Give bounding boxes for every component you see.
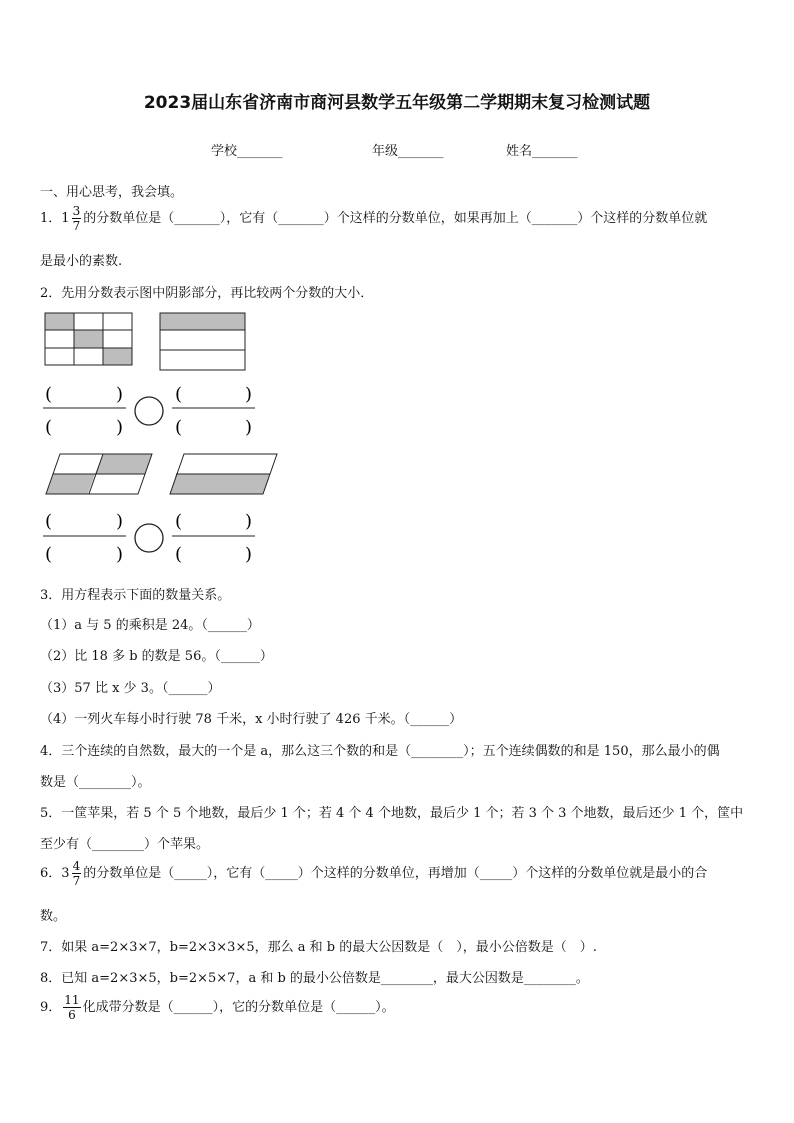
shaded-cell bbox=[74, 330, 103, 348]
shaded-cell bbox=[103, 348, 132, 365]
question-5-cont: 至少有（________）个苹果。 bbox=[40, 837, 210, 852]
parallelogram-figure-right bbox=[170, 454, 277, 494]
question-6 bbox=[40, 860, 707, 887]
paren-close: ) bbox=[245, 384, 253, 405]
answer-fraction-left bbox=[43, 384, 126, 438]
shaded-part bbox=[46, 474, 95, 494]
denominator: 6 bbox=[68, 1008, 76, 1022]
paren-close: ) bbox=[116, 511, 124, 532]
paren-open: ( bbox=[45, 544, 53, 565]
question-1-cont: 是最小的素数. bbox=[40, 254, 123, 269]
question-3-item: （1）a 与 5 的乘积是 24。（______） bbox=[40, 618, 260, 633]
school-field: 学校_______ bbox=[211, 144, 283, 159]
denominator: 7 bbox=[72, 874, 81, 888]
paren-open: ( bbox=[45, 384, 53, 405]
paren-open: ( bbox=[45, 511, 53, 532]
question-text: 的分数单位是（_______），它有（_______）个这样的分数单位，如果再加上（_______）个这样的分数单位就 bbox=[83, 211, 708, 226]
answer-fraction-right bbox=[172, 384, 255, 438]
question-6-cont: 数。 bbox=[40, 909, 67, 924]
rows-figure bbox=[160, 313, 245, 370]
question-text: 的分数单位是（_____），它有（_____）个这样的分数单位，再增加（_____）个这样的分数单位就是最小的合 bbox=[83, 866, 708, 881]
question-text: 化成带分数是（______），它的分数单位是（______）。 bbox=[82, 1000, 395, 1015]
numerator: 4 bbox=[72, 859, 81, 873]
question-4: 4．三个连续的自然数，最大的一个是 a，那么这三个数的和是（________）；五个连续偶数的和是 150，那么最小的偶 bbox=[40, 744, 720, 759]
question-8: 8．已知 a=2×3×5，b=2×5×7，a 和 b 的最小公倍数是________，最大公因数是________。 bbox=[40, 971, 589, 986]
paren-close: ) bbox=[116, 544, 124, 565]
question-5: 5．一筐苹果，若 5 个 5 个地数，最后少 1 个；若 4 个 4 个地数，最后少 1 个；若 3 个 3 个地数，最后还少 1 个，筐中 bbox=[40, 806, 744, 821]
question-3-item: （3）57 比 x 少 3。（______） bbox=[40, 681, 221, 696]
denominator: 7 bbox=[72, 219, 81, 233]
question-9 bbox=[40, 994, 395, 1021]
numerator: 3 bbox=[72, 204, 81, 218]
question-3-item: （4）一列火车每小时行驶 78 千米，x 小时行驶了 426 千米。（______） bbox=[40, 712, 463, 727]
paren-close: ) bbox=[116, 417, 124, 438]
question-3-item: （2）比 18 多 b 的数是 56。（______） bbox=[40, 649, 273, 664]
paren-open: ( bbox=[45, 417, 53, 438]
numerator: 11 bbox=[64, 993, 80, 1007]
paren-close: ) bbox=[245, 511, 253, 532]
shaded-part bbox=[170, 474, 270, 494]
parallelogram-figure-left bbox=[46, 454, 152, 494]
name-field: 姓名_______ bbox=[506, 144, 578, 159]
mixed-whole: 3 bbox=[61, 866, 70, 881]
paren-close: ) bbox=[116, 384, 124, 405]
compare-circle bbox=[135, 524, 163, 552]
question-2: 2．先用分数表示图中阴影部分，再比较两个分数的大小． bbox=[40, 286, 374, 301]
compare-circle bbox=[135, 397, 163, 425]
question-number: 9． bbox=[40, 1000, 62, 1015]
question-3: 3．用方程表示下面的数量关系。 bbox=[40, 588, 231, 603]
paren-open: ( bbox=[175, 417, 183, 438]
question-4-cont: 数是（________）。 bbox=[40, 775, 151, 790]
grid-figure bbox=[45, 313, 132, 365]
grade-field: 年级_______ bbox=[372, 144, 444, 159]
paren-close: ) bbox=[245, 417, 253, 438]
question-number: 6． bbox=[40, 866, 62, 881]
shaded-part bbox=[95, 454, 152, 474]
paren-close: ) bbox=[245, 544, 253, 565]
paren-open: ( bbox=[175, 511, 183, 532]
question-7: 7．如果 a=2×3×7，b=2×3×3×5，那么 a 和 b 的最大公因数是（ ），最小公倍数是（ ）. bbox=[40, 940, 597, 955]
page-title: 2023届山东省济南市商河县数学五年级第二学期期末复习检测试题 bbox=[143, 93, 651, 113]
paren-open: ( bbox=[175, 384, 183, 405]
question-number: 1． bbox=[40, 211, 62, 226]
fraction bbox=[63, 994, 80, 1021]
mixed-whole: 1 bbox=[61, 211, 70, 226]
paren-open: ( bbox=[175, 544, 183, 565]
answer-fraction-right-2 bbox=[172, 511, 255, 565]
shaded-row bbox=[160, 313, 245, 330]
fraction bbox=[72, 860, 82, 887]
shaded-cell bbox=[45, 313, 74, 330]
section-heading: 一、用心思考，我会填。 bbox=[40, 185, 184, 200]
answer-fraction-left-2 bbox=[43, 511, 126, 565]
